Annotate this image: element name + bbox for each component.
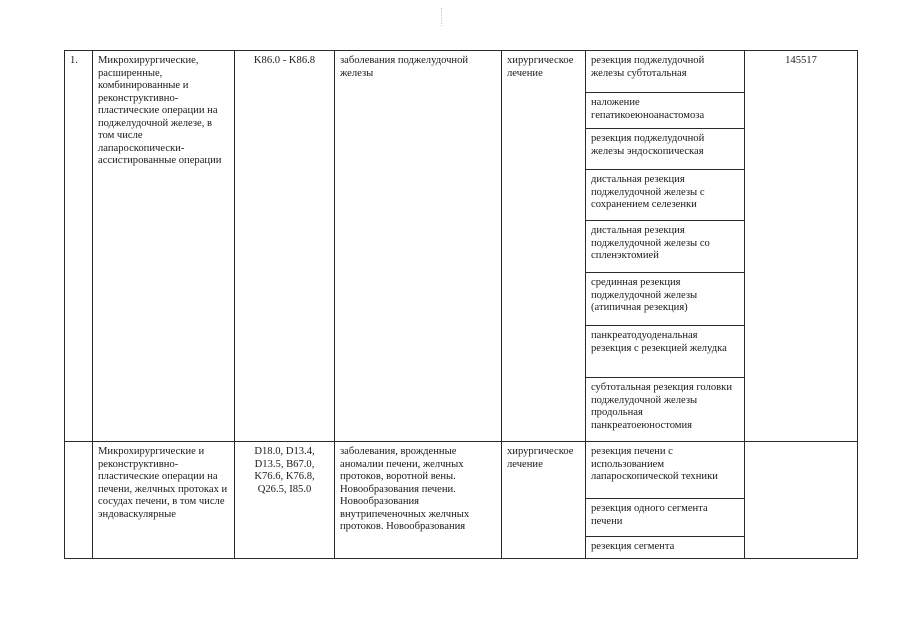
treatment-method: наложение гепатикоеюноанастомоза — [586, 93, 745, 129]
icd-code: Q26.5, I85.0 — [257, 483, 312, 495]
page-fold-mark — [441, 8, 442, 26]
treatment-method: дистальная резекция поджелудочной железы с сохранением селезенки — [586, 170, 745, 221]
icd-codes — [235, 442, 335, 559]
icd-codes — [235, 51, 335, 442]
icd-code: D13.5, B67.0, — [254, 458, 315, 470]
funding-norm: 145517 — [745, 51, 858, 442]
disease-model-text: заболевания, врожденные аномалии печени, желчных протоков, воротной вены. Новообразования печени. Новообразования внутрипеченочных желчных протоков. Новообразования — [340, 446, 470, 532]
medical-care-table — [64, 50, 858, 559]
icd-code: D18.0, D13.4, — [254, 446, 315, 457]
treatment-method: резекция одного сегмента печени — [586, 499, 745, 537]
treatment-method: панкреатодуоденальная резекция с резекцией желудка — [586, 326, 745, 378]
treatment-method: резекция поджелудочной железы эндоскопическая — [586, 129, 745, 170]
treatment-method: резекция печени с использованием лапароскопической техники — [586, 442, 745, 499]
row-number: 1. — [65, 51, 93, 442]
disease-model: заболевания поджелудочной железы — [335, 51, 502, 442]
treatment-type: хирургическое лечение — [502, 51, 586, 442]
funding-norm — [745, 442, 858, 559]
treatment-method: резекция сегмента — [586, 537, 745, 559]
icd-code: K86.0 - K86.8 — [253, 55, 316, 66]
row-number — [65, 442, 93, 559]
table-row — [65, 51, 858, 93]
icd-code: K76.6, K76.8, — [254, 471, 315, 482]
treatment-method: дистальная резекция поджелудочной железы со спленэктомией — [586, 221, 745, 273]
disease-model — [335, 442, 502, 559]
treatment-type: хирургическое лечение — [502, 442, 586, 559]
procedure-group: Микрохирургические и реконструктивно-пластические операции на печени, желчных протоках и сосудах печени, в том числе эндоваскулярные — [93, 442, 235, 559]
table-row — [65, 442, 858, 499]
procedure-group: Микрохирургические, расширенные, комбинированные и реконструктивно-пластические операции на поджелудочной железе, в том числе лапароскопически-ассистированные операции — [93, 51, 235, 442]
treatment-method: резекция поджелудочной железы субтотальная — [586, 51, 745, 93]
treatment-method: субтотальная резекция головки поджелудочной железы продольная панкреатоеюностомия — [586, 378, 745, 442]
treatment-method: срединная резекция поджелудочной железы (атипичная резекция) — [586, 273, 745, 326]
